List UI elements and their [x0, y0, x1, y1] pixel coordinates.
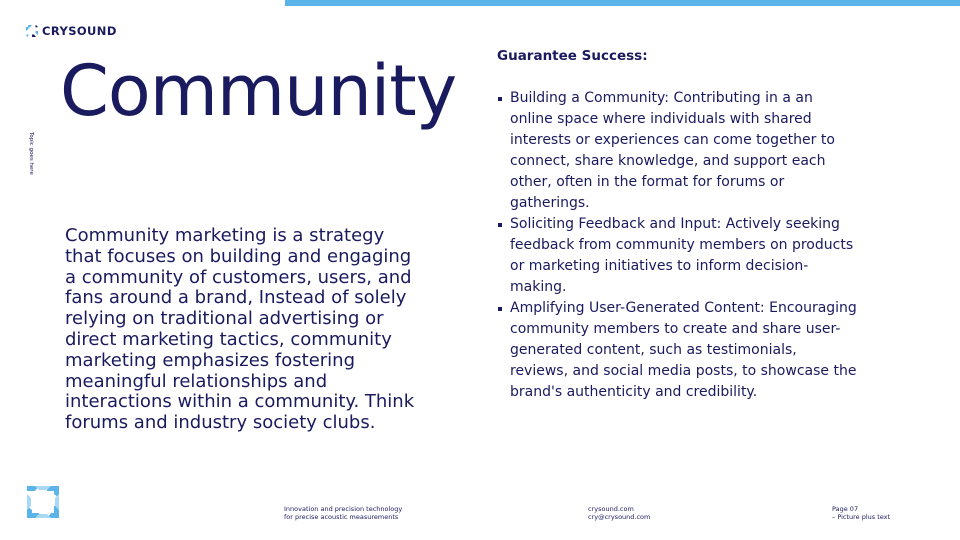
topic-side-label: Topic goes here — [28, 132, 34, 175]
layout-name: – Picture plus text — [832, 513, 891, 521]
crysound-logo-icon — [25, 24, 39, 38]
footer-contact — [588, 505, 650, 521]
page-number: Page 07 — [832, 505, 859, 513]
brand-logo — [25, 24, 117, 38]
crysound-emblem-icon — [25, 484, 61, 520]
list-item: Amplifying User-Generated Content: Encouraging community members to create and share user-generated content, such as testimonials, reviews, and social media posts, to showcase the brand's authenticity and credibility. — [497, 298, 857, 403]
page-title: Community — [60, 50, 457, 132]
guarantee-heading: Guarantee Success: — [497, 48, 648, 64]
footer-tagline: Innovation and precision technology for precise acoustic measurements — [284, 505, 403, 521]
intro-paragraph: Community marketing is a strategy that focuses on building and engaging a community of customers, users, and fans around a brand, Instead of solely relying on traditional advertising or direct marketing tactics, community marketing emphasizes fostering meaningful relationships and interactions within a community. Think forums and industry society clubs. — [65, 225, 415, 434]
guarantee-list — [497, 88, 857, 403]
brand-name: CRYSOUND — [42, 24, 117, 38]
website-link[interactable]: crysound.com — [588, 505, 634, 513]
top-accent-bar — [285, 0, 960, 6]
list-item: Building a Community: Contributing in a an online space where individuals with shared interests or experiences can come together to connect, share knowledge, and support each other, often in the format for forums or gatherings. — [497, 88, 857, 214]
list-item: Soliciting Feedback and Input: Actively seeking feedback from community members on products or marketing initiatives to inform decision-making. — [497, 214, 857, 298]
footer-page-info — [832, 505, 890, 521]
email-link[interactable]: cry@crysound.com — [588, 513, 651, 521]
